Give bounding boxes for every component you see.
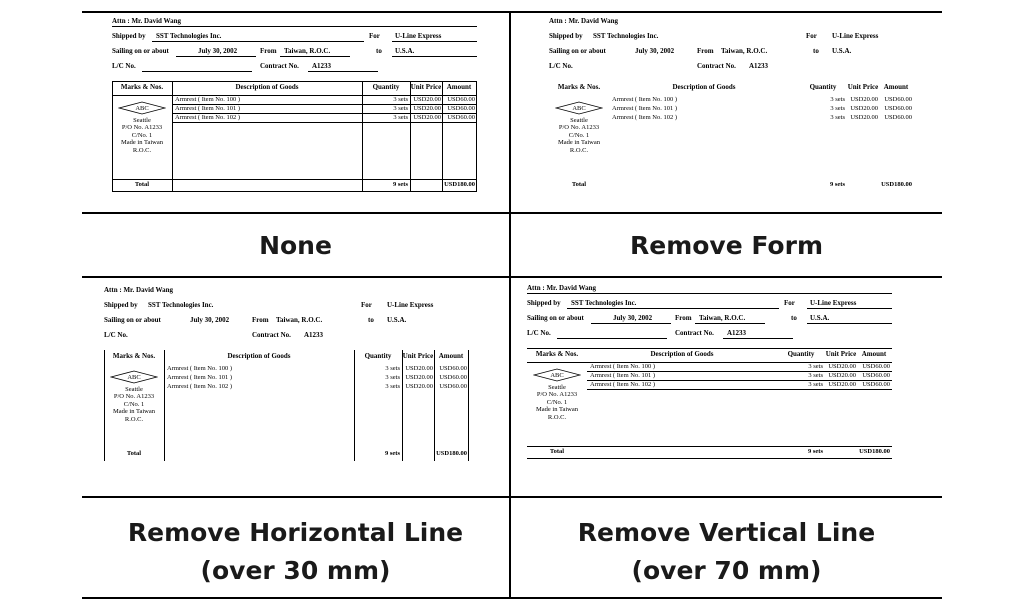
marks-line: R.O.C.	[132, 146, 152, 154]
for-label: For	[784, 299, 795, 307]
shipped-by-label: Shipped by	[104, 301, 138, 309]
row-3-amount: USD60.00	[447, 114, 475, 121]
row-3-amount: USD60.00	[884, 114, 912, 121]
col-unit-price: Unit Price	[410, 83, 442, 91]
marks-line: P/O No. A1233	[536, 391, 578, 399]
col-amount: Amount	[438, 352, 464, 360]
sailing-label: Sailing on or about	[549, 47, 606, 55]
row-2-amount: USD60.00	[862, 372, 890, 379]
sailing-value: July 30, 2002	[190, 316, 230, 324]
shipping-marks	[114, 101, 170, 154]
caption-cell-remove-horizontal-line	[82, 498, 509, 597]
form-cell-remove-vertical-line	[511, 278, 942, 496]
row-3-description: Armrest ( Item No. 102 )	[590, 381, 655, 388]
col-description: Description of Goods	[227, 352, 291, 360]
lc-label: L/C No.	[104, 331, 128, 339]
from-label: From	[697, 47, 714, 55]
diamond-mark	[118, 101, 166, 115]
col-marks: Marks & Nos.	[112, 352, 156, 360]
marks-line: R.O.C.	[569, 146, 589, 154]
row-3-amount: USD60.00	[439, 383, 467, 390]
col-description: Description of Goods	[672, 83, 736, 91]
caption-line-2: (over 30 mm)	[200, 556, 391, 585]
marks-line: Made in Taiwan	[112, 408, 156, 416]
row-1-quantity: 3 sets	[385, 365, 400, 372]
sailing-label: Sailing on or about	[104, 316, 161, 324]
to-value: U.S.A.	[832, 47, 852, 55]
sailing-value: July 30, 2002	[635, 47, 675, 55]
row-1-description: Armrest ( Item No. 100 )	[590, 363, 655, 370]
from-value: Taiwan, R.O.C.	[276, 316, 323, 324]
row-3-unit-price: USD20.00	[405, 383, 433, 390]
caption-none: None	[259, 231, 332, 260]
row-1-quantity: 3 sets	[830, 96, 845, 103]
marks-line: R.O.C.	[124, 415, 144, 423]
row-2-unit-price: USD20.00	[405, 374, 433, 381]
diamond-mark	[110, 370, 158, 384]
for-value: U-Line Express	[810, 299, 857, 307]
form-cell-none	[82, 13, 509, 212]
for-value: U-Line Express	[832, 32, 879, 40]
row-2-amount: USD60.00	[447, 105, 475, 112]
row-2-unit-price: USD20.00	[828, 372, 856, 379]
col-unit-price: Unit Price	[847, 83, 879, 91]
row-2-quantity: 3 sets	[385, 374, 400, 381]
to-value: U.S.A.	[387, 316, 407, 324]
row-2-description: Armrest ( Item No. 101 )	[590, 372, 655, 379]
diamond-mark-text: ABC	[572, 105, 586, 112]
goods-table	[549, 81, 914, 192]
diamond-mark-text: ABC	[127, 374, 141, 381]
marks-line: R.O.C.	[547, 413, 567, 421]
marks-line: Seattle	[133, 117, 151, 124]
total-amount: USD180.00	[881, 181, 912, 188]
total-quantity: 9 sets	[385, 450, 400, 457]
col-amount: Amount	[446, 83, 472, 91]
total-quantity: 9 sets	[393, 181, 408, 188]
for-label: For	[806, 32, 817, 40]
attn-text: Attn : Mr. David Wang	[549, 17, 619, 25]
row-1-description: Armrest ( Item No. 100 )	[612, 96, 677, 103]
total-amount: USD180.00	[436, 450, 467, 457]
lc-label: L/C No.	[527, 329, 551, 337]
total-quantity: 9 sets	[808, 448, 823, 455]
from-label: From	[252, 316, 269, 324]
marks-line: C/No. 1	[568, 131, 590, 139]
row-3-unit-price: USD20.00	[828, 381, 856, 388]
row-1-amount: USD60.00	[884, 96, 912, 103]
contract-value: A1233	[727, 329, 747, 337]
marks-line: Seattle	[548, 384, 566, 391]
to-label: to	[813, 47, 819, 55]
from-value: Taiwan, R.O.C.	[284, 47, 331, 55]
shipped-by-value: SST Technologies Inc.	[571, 299, 637, 307]
marks-line: Made in Taiwan	[120, 139, 164, 147]
lc-label: L/C No.	[112, 62, 136, 70]
from-label: From	[260, 47, 277, 55]
form-cell-remove-form	[511, 13, 942, 212]
caption-line-1: Remove Vertical Line	[577, 518, 876, 547]
from-label: From	[675, 314, 692, 322]
marks-line: Seattle	[125, 386, 143, 393]
caption-remove-horizontal-line	[82, 514, 509, 590]
total-quantity: 9 sets	[830, 181, 845, 188]
shipped-by-label: Shipped by	[527, 299, 561, 307]
sailing-value: July 30, 2002	[613, 314, 653, 322]
contract-label: Contract No.	[697, 62, 736, 70]
shipping-form	[104, 286, 469, 476]
total-amount: USD180.00	[444, 181, 475, 188]
for-label: For	[369, 32, 380, 40]
to-label: to	[791, 314, 797, 322]
contract-label: Contract No.	[260, 62, 299, 70]
row-3-description: Armrest ( Item No. 102 )	[167, 383, 232, 390]
col-quantity: Quantity	[787, 350, 815, 358]
shipped-by-label: Shipped by	[112, 32, 146, 40]
row-1-amount: USD60.00	[862, 363, 890, 370]
col-quantity: Quantity	[809, 83, 837, 91]
total-label: Total	[134, 181, 150, 188]
goods-table	[112, 81, 477, 192]
from-value: Taiwan, R.O.C.	[699, 314, 746, 322]
attn-text: Attn : Mr. David Wang	[104, 286, 174, 294]
row-2-quantity: 3 sets	[830, 105, 845, 112]
caption-cell-none	[82, 214, 509, 276]
row-3-unit-price: USD20.00	[850, 114, 878, 121]
from-value: Taiwan, R.O.C.	[721, 47, 768, 55]
contract-label: Contract No.	[675, 329, 714, 337]
row-2-amount: USD60.00	[884, 105, 912, 112]
row-1-unit-price: USD20.00	[405, 365, 433, 372]
for-label: For	[361, 301, 372, 309]
col-description: Description of Goods	[235, 83, 299, 91]
caption-cell-remove-form	[511, 214, 942, 276]
diamond-mark	[533, 368, 581, 382]
marks-line: C/No. 1	[123, 400, 145, 408]
row-2-description: Armrest ( Item No. 101 )	[175, 105, 240, 112]
col-marks: Marks & Nos.	[535, 350, 579, 358]
row-1-quantity: 3 sets	[393, 96, 408, 103]
row-1-unit-price: USD20.00	[828, 363, 856, 370]
row-1-description: Armrest ( Item No. 100 )	[167, 365, 232, 372]
marks-line: Made in Taiwan	[535, 406, 579, 414]
caption-line-1: Remove Horizontal Line	[127, 518, 464, 547]
row-3-unit-price: USD20.00	[413, 114, 441, 121]
col-amount: Amount	[861, 350, 887, 358]
caption-remove-form: Remove Form	[629, 231, 823, 260]
caption-remove-vertical-line	[511, 514, 942, 590]
row-1-description: Armrest ( Item No. 100 )	[175, 96, 240, 103]
row-2-amount: USD60.00	[439, 374, 467, 381]
goods-table	[527, 348, 892, 459]
shipped-by-label: Shipped by	[549, 32, 583, 40]
diamond-mark	[555, 101, 603, 115]
row-3-quantity: 3 sets	[385, 383, 400, 390]
col-quantity: Quantity	[364, 352, 392, 360]
to-label: to	[376, 47, 382, 55]
total-amount: USD180.00	[859, 448, 890, 455]
row-3-description: Armrest ( Item No. 102 )	[612, 114, 677, 121]
row-2-description: Armrest ( Item No. 101 )	[167, 374, 232, 381]
row-2-description: Armrest ( Item No. 101 )	[612, 105, 677, 112]
row-1-quantity: 3 sets	[808, 363, 823, 370]
marks-line: Made in Taiwan	[557, 139, 601, 147]
row-2-unit-price: USD20.00	[413, 105, 441, 112]
marks-line: P/O No. A1233	[121, 124, 163, 132]
total-label: Total	[549, 448, 565, 455]
row-3-amount: USD60.00	[862, 381, 890, 388]
marks-line: P/O No. A1233	[558, 124, 600, 132]
shipped-by-value: SST Technologies Inc.	[148, 301, 214, 309]
total-label: Total	[126, 450, 142, 457]
to-label: to	[368, 316, 374, 324]
total-label: Total	[571, 181, 587, 188]
row-3-quantity: 3 sets	[393, 114, 408, 121]
grid-bottom-border	[82, 597, 942, 599]
sailing-value: July 30, 2002	[198, 47, 238, 55]
col-unit-price: Unit Price	[825, 350, 857, 358]
shipping-form	[549, 17, 914, 207]
for-value: U-Line Express	[395, 32, 442, 40]
shipped-by-value: SST Technologies Inc.	[593, 32, 659, 40]
contract-value: A1233	[312, 62, 332, 70]
row-1-amount: USD60.00	[439, 365, 467, 372]
marks-line: C/No. 1	[546, 398, 568, 406]
attn-text: Attn : Mr. David Wang	[527, 284, 597, 292]
shipping-marks	[551, 101, 607, 154]
col-unit-price: Unit Price	[402, 352, 434, 360]
col-marks: Marks & Nos.	[120, 83, 164, 91]
to-value: U.S.A.	[395, 47, 415, 55]
for-value: U-Line Express	[387, 301, 434, 309]
col-marks: Marks & Nos.	[557, 83, 601, 91]
shipping-form	[527, 284, 892, 474]
row-2-unit-price: USD20.00	[850, 105, 878, 112]
col-quantity: Quantity	[372, 83, 400, 91]
diamond-mark-text: ABC	[135, 105, 149, 112]
marks-line: P/O No. A1233	[113, 393, 155, 401]
sailing-label: Sailing on or about	[112, 47, 169, 55]
caption-line-2: (over 70 mm)	[631, 556, 822, 585]
row-1-amount: USD60.00	[447, 96, 475, 103]
row-3-quantity: 3 sets	[808, 381, 823, 388]
contract-value: A1233	[304, 331, 324, 339]
row-3-description: Armrest ( Item No. 102 )	[175, 114, 240, 121]
lc-label: L/C No.	[549, 62, 573, 70]
shipped-by-value: SST Technologies Inc.	[156, 32, 222, 40]
contract-label: Contract No.	[252, 331, 291, 339]
shipping-marks	[529, 368, 585, 421]
contract-value: A1233	[749, 62, 769, 70]
to-value: U.S.A.	[810, 314, 830, 322]
form-cell-remove-horizontal-line	[82, 278, 509, 496]
marks-line: C/No. 1	[131, 131, 153, 139]
attn-text: Attn : Mr. David Wang	[112, 17, 182, 25]
row-2-quantity: 3 sets	[393, 105, 408, 112]
goods-table	[104, 350, 469, 461]
col-amount: Amount	[883, 83, 909, 91]
sailing-label: Sailing on or about	[527, 314, 584, 322]
marks-line: Seattle	[570, 117, 588, 124]
row-1-unit-price: USD20.00	[850, 96, 878, 103]
col-description: Description of Goods	[650, 350, 714, 358]
row-3-quantity: 3 sets	[830, 114, 845, 121]
diamond-mark-text: ABC	[550, 372, 564, 379]
shipping-form	[112, 17, 477, 207]
row-1-unit-price: USD20.00	[413, 96, 441, 103]
shipping-marks	[106, 370, 162, 423]
row-2-quantity: 3 sets	[808, 372, 823, 379]
caption-cell-remove-vertical-line	[511, 498, 942, 597]
